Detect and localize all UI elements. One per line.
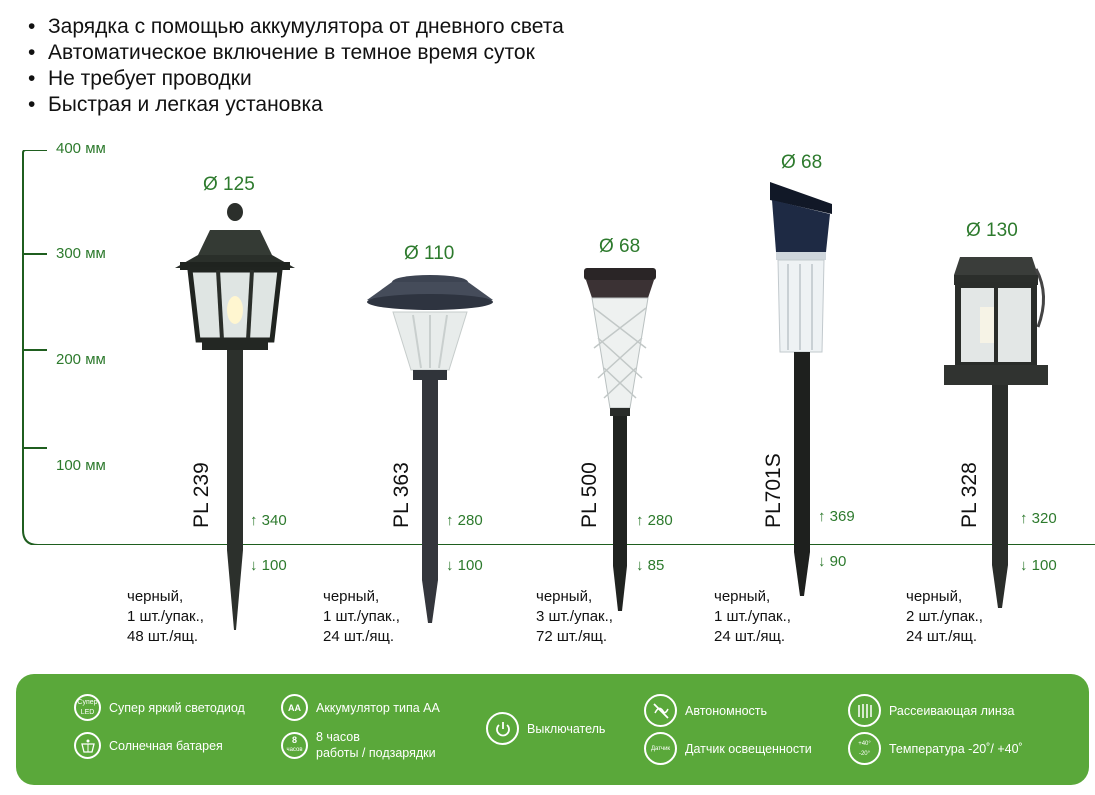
pack-info-pl328 bbox=[906, 587, 983, 647]
scale-label-400: 400 мм bbox=[56, 140, 106, 157]
depth-below-pl701s: ↓ 90 bbox=[818, 553, 847, 570]
height-above-pl363: ↑ 280 bbox=[446, 512, 483, 529]
diameter-pl363: Ø 110 bbox=[404, 243, 455, 264]
pack-line: черный, bbox=[536, 588, 593, 605]
depth-below-pl363: ↓ 100 bbox=[446, 557, 483, 574]
pack-line: 72 шт./ящ. bbox=[536, 628, 608, 645]
diameter-pl500: Ø 68 bbox=[599, 236, 641, 257]
pack-line: 24 шт./ящ. bbox=[906, 628, 978, 645]
super-led-icon: Супер LED bbox=[74, 694, 101, 721]
feature-label: Автономность bbox=[685, 703, 768, 718]
feature-autonomy bbox=[644, 694, 767, 727]
product-code-pl500: PL 500 bbox=[578, 462, 601, 528]
solar-panel-icon bbox=[74, 732, 101, 759]
clock-8h-icon: 8 часов bbox=[281, 732, 308, 759]
product-code-pl701s: PL701S bbox=[762, 453, 785, 528]
feature-label: Температура -20˚/ +40˚ bbox=[889, 741, 1023, 756]
pack-info-pl363 bbox=[323, 587, 400, 647]
pack-info-pl239 bbox=[127, 587, 204, 647]
height-above-pl328: ↑ 320 bbox=[1020, 510, 1057, 527]
feature-label-line: 8 часов bbox=[316, 730, 360, 744]
feature-label: Рассеивающая линза bbox=[889, 703, 1015, 718]
feature-label: Датчик освещенности bbox=[685, 741, 812, 756]
pack-info-pl500 bbox=[536, 587, 613, 647]
diameter-pl328: Ø 130 bbox=[966, 220, 1018, 241]
bullet-item: • Зарядка с помощью аккумулятора от дневного света bbox=[28, 14, 564, 40]
bullet-item: • Автоматическое включение в темное время суток bbox=[28, 40, 564, 66]
pack-line: 1 шт./упак., bbox=[714, 608, 791, 625]
depth-below-pl239: ↓ 100 bbox=[250, 557, 287, 574]
feature-label: Выключатель bbox=[527, 721, 606, 736]
diameter-pl239: Ø 125 bbox=[203, 174, 255, 195]
pack-line: 24 шт./ящ. bbox=[323, 628, 395, 645]
height-above-pl500: ↑ 280 bbox=[636, 512, 673, 529]
feature-label: Аккумулятор типа АА bbox=[316, 700, 440, 715]
pack-line: 3 шт./упак., bbox=[536, 608, 613, 625]
feature-label: Солнечная батарея bbox=[109, 738, 223, 753]
height-above-pl239: ↑ 340 bbox=[250, 512, 287, 529]
feature-label-line: работы / подзарядки bbox=[316, 746, 436, 760]
pack-line: 24 шт./ящ. bbox=[714, 628, 786, 645]
feature-8-hours bbox=[281, 729, 436, 761]
pack-line: черный, bbox=[906, 588, 963, 605]
light-sensor-icon: Датчик bbox=[644, 732, 677, 765]
feature-switch bbox=[486, 712, 605, 745]
pack-line: черный, bbox=[714, 588, 771, 605]
feature-aa-battery bbox=[281, 694, 440, 721]
feature-label: Супер яркий светодиод bbox=[109, 700, 245, 715]
feature-solar bbox=[74, 732, 223, 759]
aa-battery-icon: AA bbox=[281, 694, 308, 721]
thermometer-icon: +40° -20° bbox=[848, 732, 881, 765]
pack-line: 48 шт./ящ. bbox=[127, 628, 199, 645]
diffuser-lens-icon bbox=[848, 694, 881, 727]
pack-line: черный, bbox=[127, 588, 184, 605]
power-button-icon bbox=[486, 712, 519, 745]
feature-temperature bbox=[848, 732, 1023, 765]
pack-line: 1 шт./упак., bbox=[323, 608, 400, 625]
diameter-pl701s: Ø 68 bbox=[781, 152, 823, 173]
feature-light-sensor bbox=[644, 732, 812, 765]
no-wire-icon bbox=[644, 694, 677, 727]
lamp-image-pl701s bbox=[766, 180, 838, 598]
feature-super-led bbox=[74, 694, 245, 721]
scale-label-300: 300 мм bbox=[56, 245, 106, 262]
depth-below-pl328: ↓ 100 bbox=[1020, 557, 1057, 574]
product-code-pl363: PL 363 bbox=[390, 462, 413, 528]
height-above-pl701s: ↑ 369 bbox=[818, 508, 855, 525]
features-footer bbox=[16, 674, 1089, 785]
pack-line: 2 шт./упак., bbox=[906, 608, 983, 625]
bullet-item: • Быстрая и легкая установка bbox=[28, 92, 564, 118]
pack-line: 1 шт./упак., bbox=[127, 608, 204, 625]
feature-bullets bbox=[28, 14, 564, 118]
bullet-item: • Не требует проводки bbox=[28, 66, 564, 92]
product-code-pl239: PL 239 bbox=[190, 462, 213, 528]
feature-diffuser bbox=[848, 694, 1014, 727]
depth-below-pl500: ↓ 85 bbox=[636, 557, 665, 574]
pack-line: черный, bbox=[323, 588, 380, 605]
scale-label-100: 100 мм bbox=[56, 457, 106, 474]
product-code-pl328: PL 328 bbox=[958, 462, 981, 528]
lamp-image-pl239 bbox=[160, 200, 310, 630]
scale-label-200: 200 мм bbox=[56, 351, 106, 368]
pack-info-pl701s bbox=[714, 587, 791, 647]
